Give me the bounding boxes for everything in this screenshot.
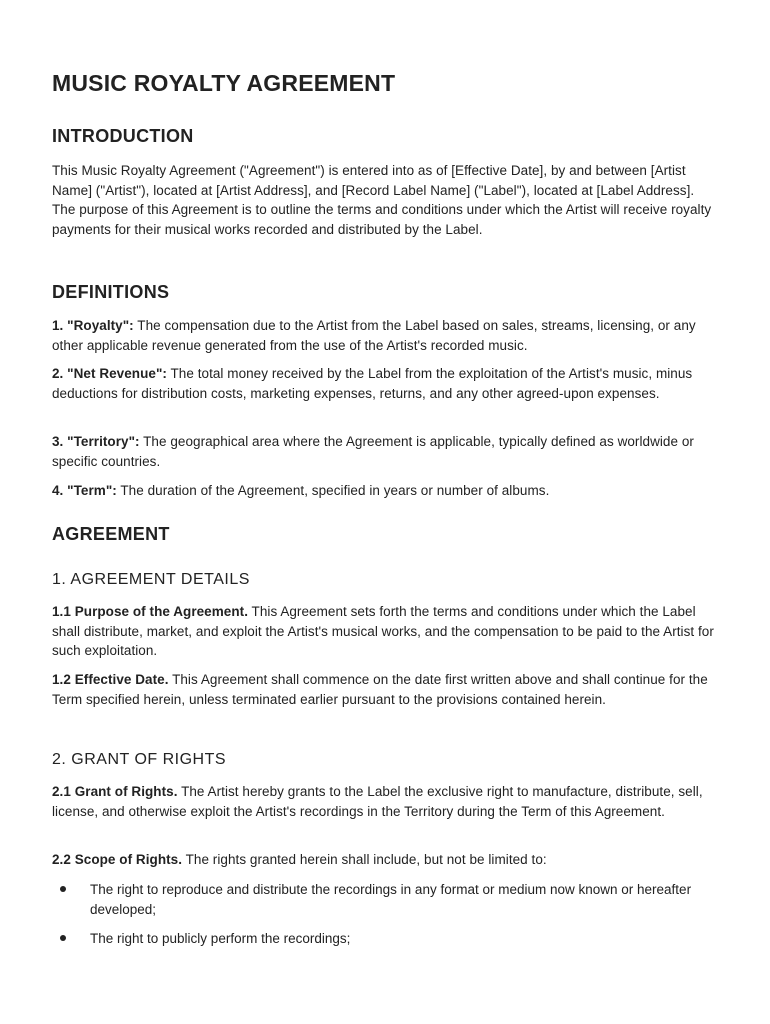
definition-term: 3. "Territory": bbox=[52, 434, 140, 449]
clause-term: 1.2 Effective Date. bbox=[52, 672, 169, 687]
bullet-icon bbox=[60, 886, 66, 892]
clause-item bbox=[52, 782, 720, 821]
clause-item bbox=[52, 602, 720, 661]
definition-item bbox=[52, 432, 720, 471]
bullet-icon bbox=[60, 935, 66, 941]
definitions-heading: DEFINITIONS bbox=[52, 282, 170, 302]
introduction-paragraph: This Music Royalty Agreement ("Agreement") is entered into as of [Effective Date], by and between [Artist Name] ("Artist"), located at [Artist Address], and [Record Label Name] ("Label"), located at [Label Address]. The purpose of this Agreement is to outline the terms and conditions under which the Artist will receive royalty payments for their musical works recorded and distributed by the Label. bbox=[52, 163, 712, 237]
list-item-text: The right to reproduce and distribute the recordings in any format or medium now known or hereafter developed; bbox=[90, 882, 692, 917]
definition-item bbox=[52, 316, 720, 355]
list-item bbox=[52, 929, 720, 949]
section-heading-agreement-details: 1. AGREEMENT DETAILS bbox=[52, 571, 250, 588]
definition-text: The compensation due to the Artist from the Label based on sales, streams, licensing, or any other applicable revenue generated from the use of the Artist's recorded music. bbox=[52, 318, 696, 353]
clause-text: The rights granted herein shall include, but not be limited to: bbox=[182, 852, 547, 867]
clause-term: 2.1 Grant of Rights. bbox=[52, 784, 178, 799]
clause-text: The Artist hereby grants to the Label the exclusive right to manufacture, distribute, sell, license, and otherwise exploit the Artist's recordings in the Territory during the Term of this Agreement. bbox=[52, 784, 703, 819]
clause-text: This Agreement shall commence on the date first written above and shall continue for the Term specified herein, unless terminated earlier pursuant to the provisions contained herein. bbox=[52, 672, 708, 707]
clause-term: 2.2 Scope of Rights. bbox=[52, 852, 183, 867]
definition-term: 2. "Net Revenue": bbox=[52, 366, 167, 381]
definition-term: 1. "Royalty": bbox=[52, 318, 134, 333]
clause-item bbox=[52, 850, 720, 870]
definition-item bbox=[52, 364, 720, 403]
list-item bbox=[52, 880, 720, 919]
definition-term: 4. "Term": bbox=[52, 483, 117, 498]
definition-text: The duration of the Agreement, specified in years or number of albums. bbox=[116, 483, 550, 498]
list-item-text: The right to publicly perform the recordings; bbox=[90, 931, 351, 946]
clause-term: 1.1 Purpose of the Agreement. bbox=[52, 604, 248, 619]
document-title: MUSIC ROYALTY AGREEMENT bbox=[52, 70, 396, 96]
definition-text: The geographical area where the Agreement is applicable, typically defined as worldwide or specific countries. bbox=[52, 434, 694, 469]
definition-text: The total money received by the Label from the exploitation of the Artist's music, minus deductions for distribution costs, marketing expenses, returns, and any other agreed-upon expenses. bbox=[52, 366, 693, 401]
clause-text: This Agreement sets forth the terms and conditions under which the Label shall distribute, market, and exploit the Artist's musical works, and the compensation to be paid to the Artist for such exploitation. bbox=[52, 604, 714, 658]
definition-item bbox=[52, 481, 720, 501]
clause-item bbox=[52, 670, 720, 709]
introduction-heading: INTRODUCTION bbox=[52, 126, 194, 146]
agreement-heading: AGREEMENT bbox=[52, 524, 170, 544]
section-heading-grant-of-rights: 2. GRANT OF RIGHTS bbox=[52, 751, 227, 768]
